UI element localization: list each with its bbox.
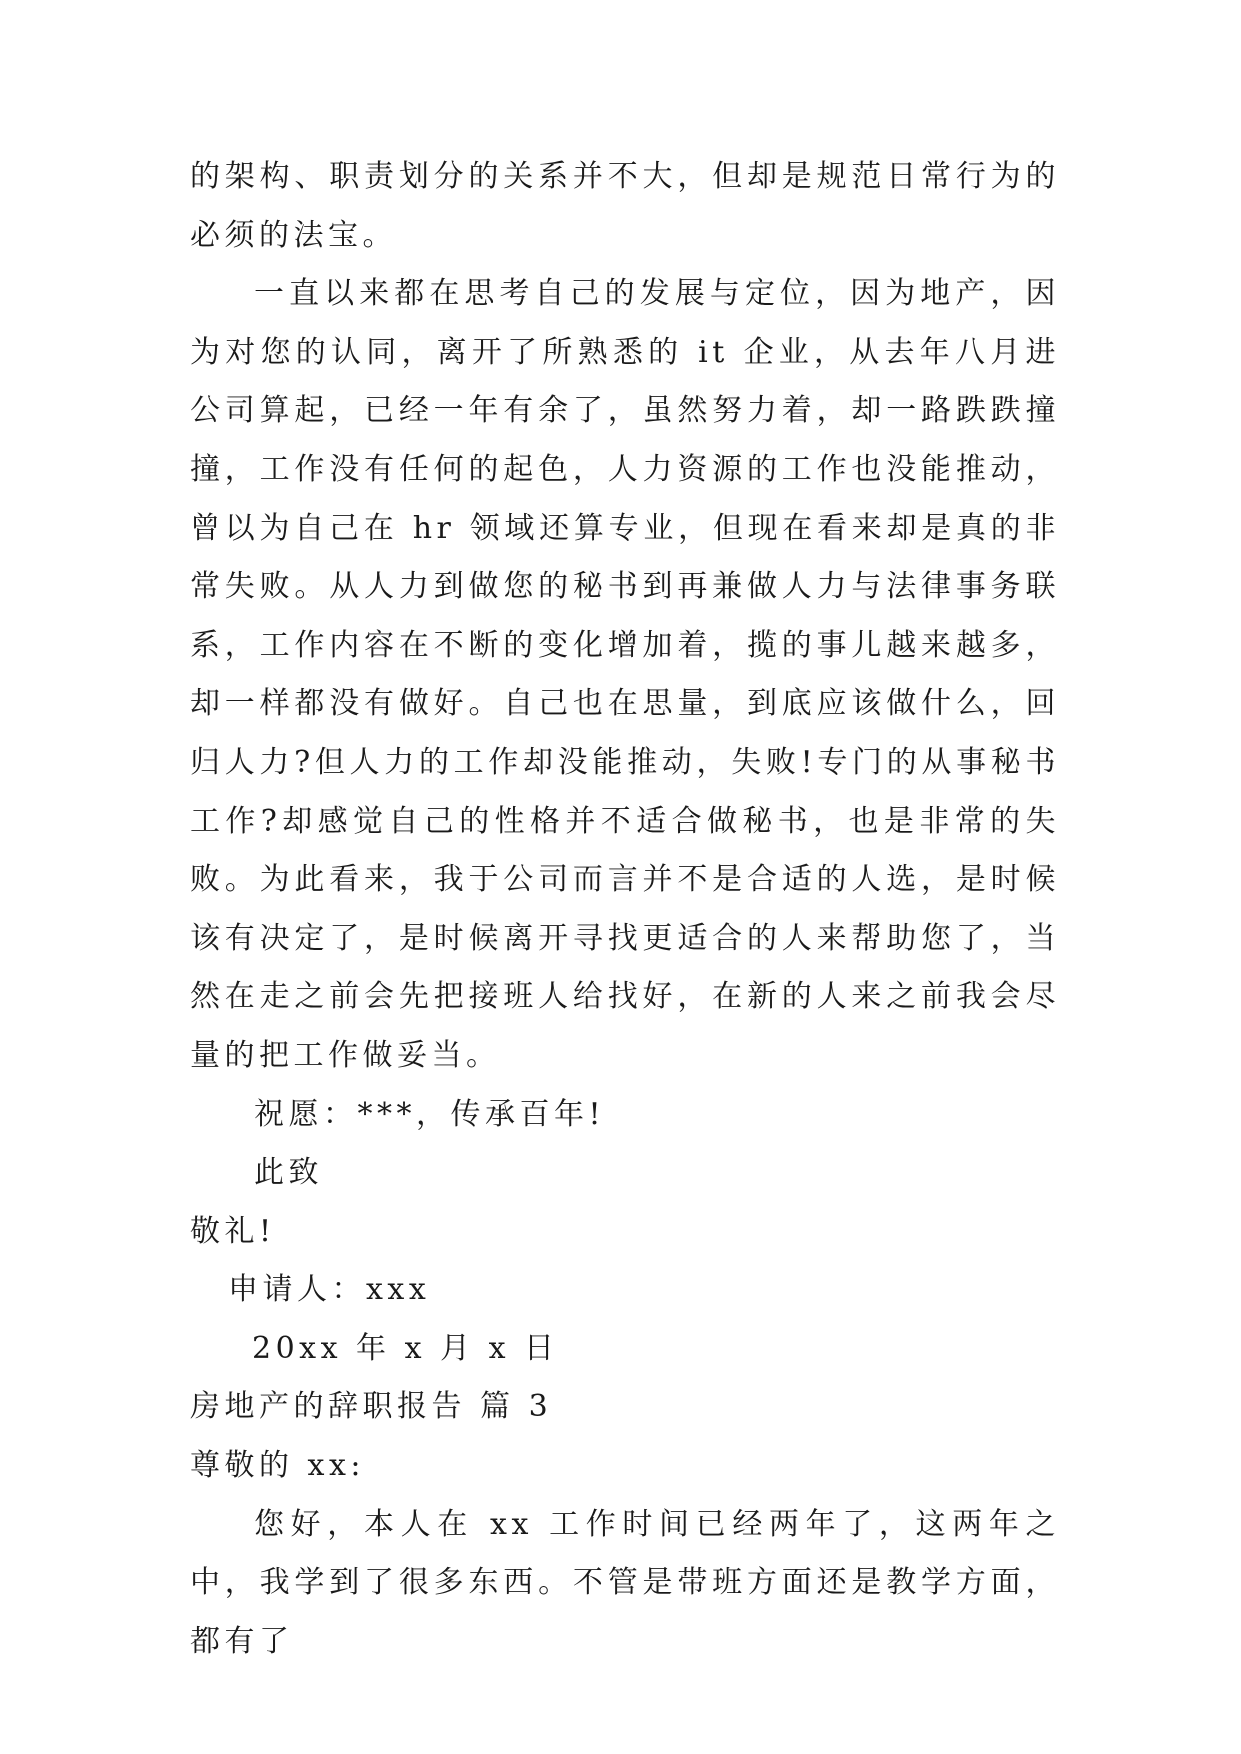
closing-wish: 祝愿：***，传承百年! [254,1096,606,1132]
letter-date: 20xx 年 x 月 x 日 [252,1330,559,1366]
paragraph-main: 一直以来都在思考自己的发展与定位，因为地产，因为对您的认同，离开了所熟悉的 it 企业，从去年八月进公司算起，已经一年有余了，虽然努力着，却一路跌跌撞撞，工作没有任何的起色，人力资源的工作也没能推动，曾以为自己在 hr 领域还算专业，但现在看来却是真的非常失败。从人力到做您的秘书到再兼做人力与法律事务联系，工作内容在不断的变化增加着，揽的事儿越来越多，却一样都没有做好。自己也在思量，到底应该做什么，回归人力?但人力的工作却没能推动，失败!专门的从事秘书工作?却感觉自己的性格并不适合做秘书，也是非常的失败。为此看来，我于公司而言并不是合适的人选，是时候该有决定了，是时候离开寻找更适合的人来帮助您了，当然在走之前会先把接班人给找好，在新的人来之前我会尽量的把工作做妥当。 [190,276,1060,1073]
closing-jingli: 敬礼! [190,1213,276,1249]
closing-cizhi: 此致 [254,1155,323,1191]
paragraph-continuation: 的架构、职责划分的关系并不大，但却是规范日常行为的必须的法宝。 [190,159,1060,253]
applicant-signature: 申请人：xxx [228,1272,431,1308]
salutation: 尊敬的 xx: [190,1448,365,1484]
section-title: 房地产的辞职报告 篇 3 [190,1389,553,1425]
paragraph-final: 您好，本人在 xx 工作时间已经两年了，这两年之中，我学到了很多东西。不管是带班方面还是教学方面，都有了 [190,1506,1060,1659]
document-body [190,148,1060,1671]
